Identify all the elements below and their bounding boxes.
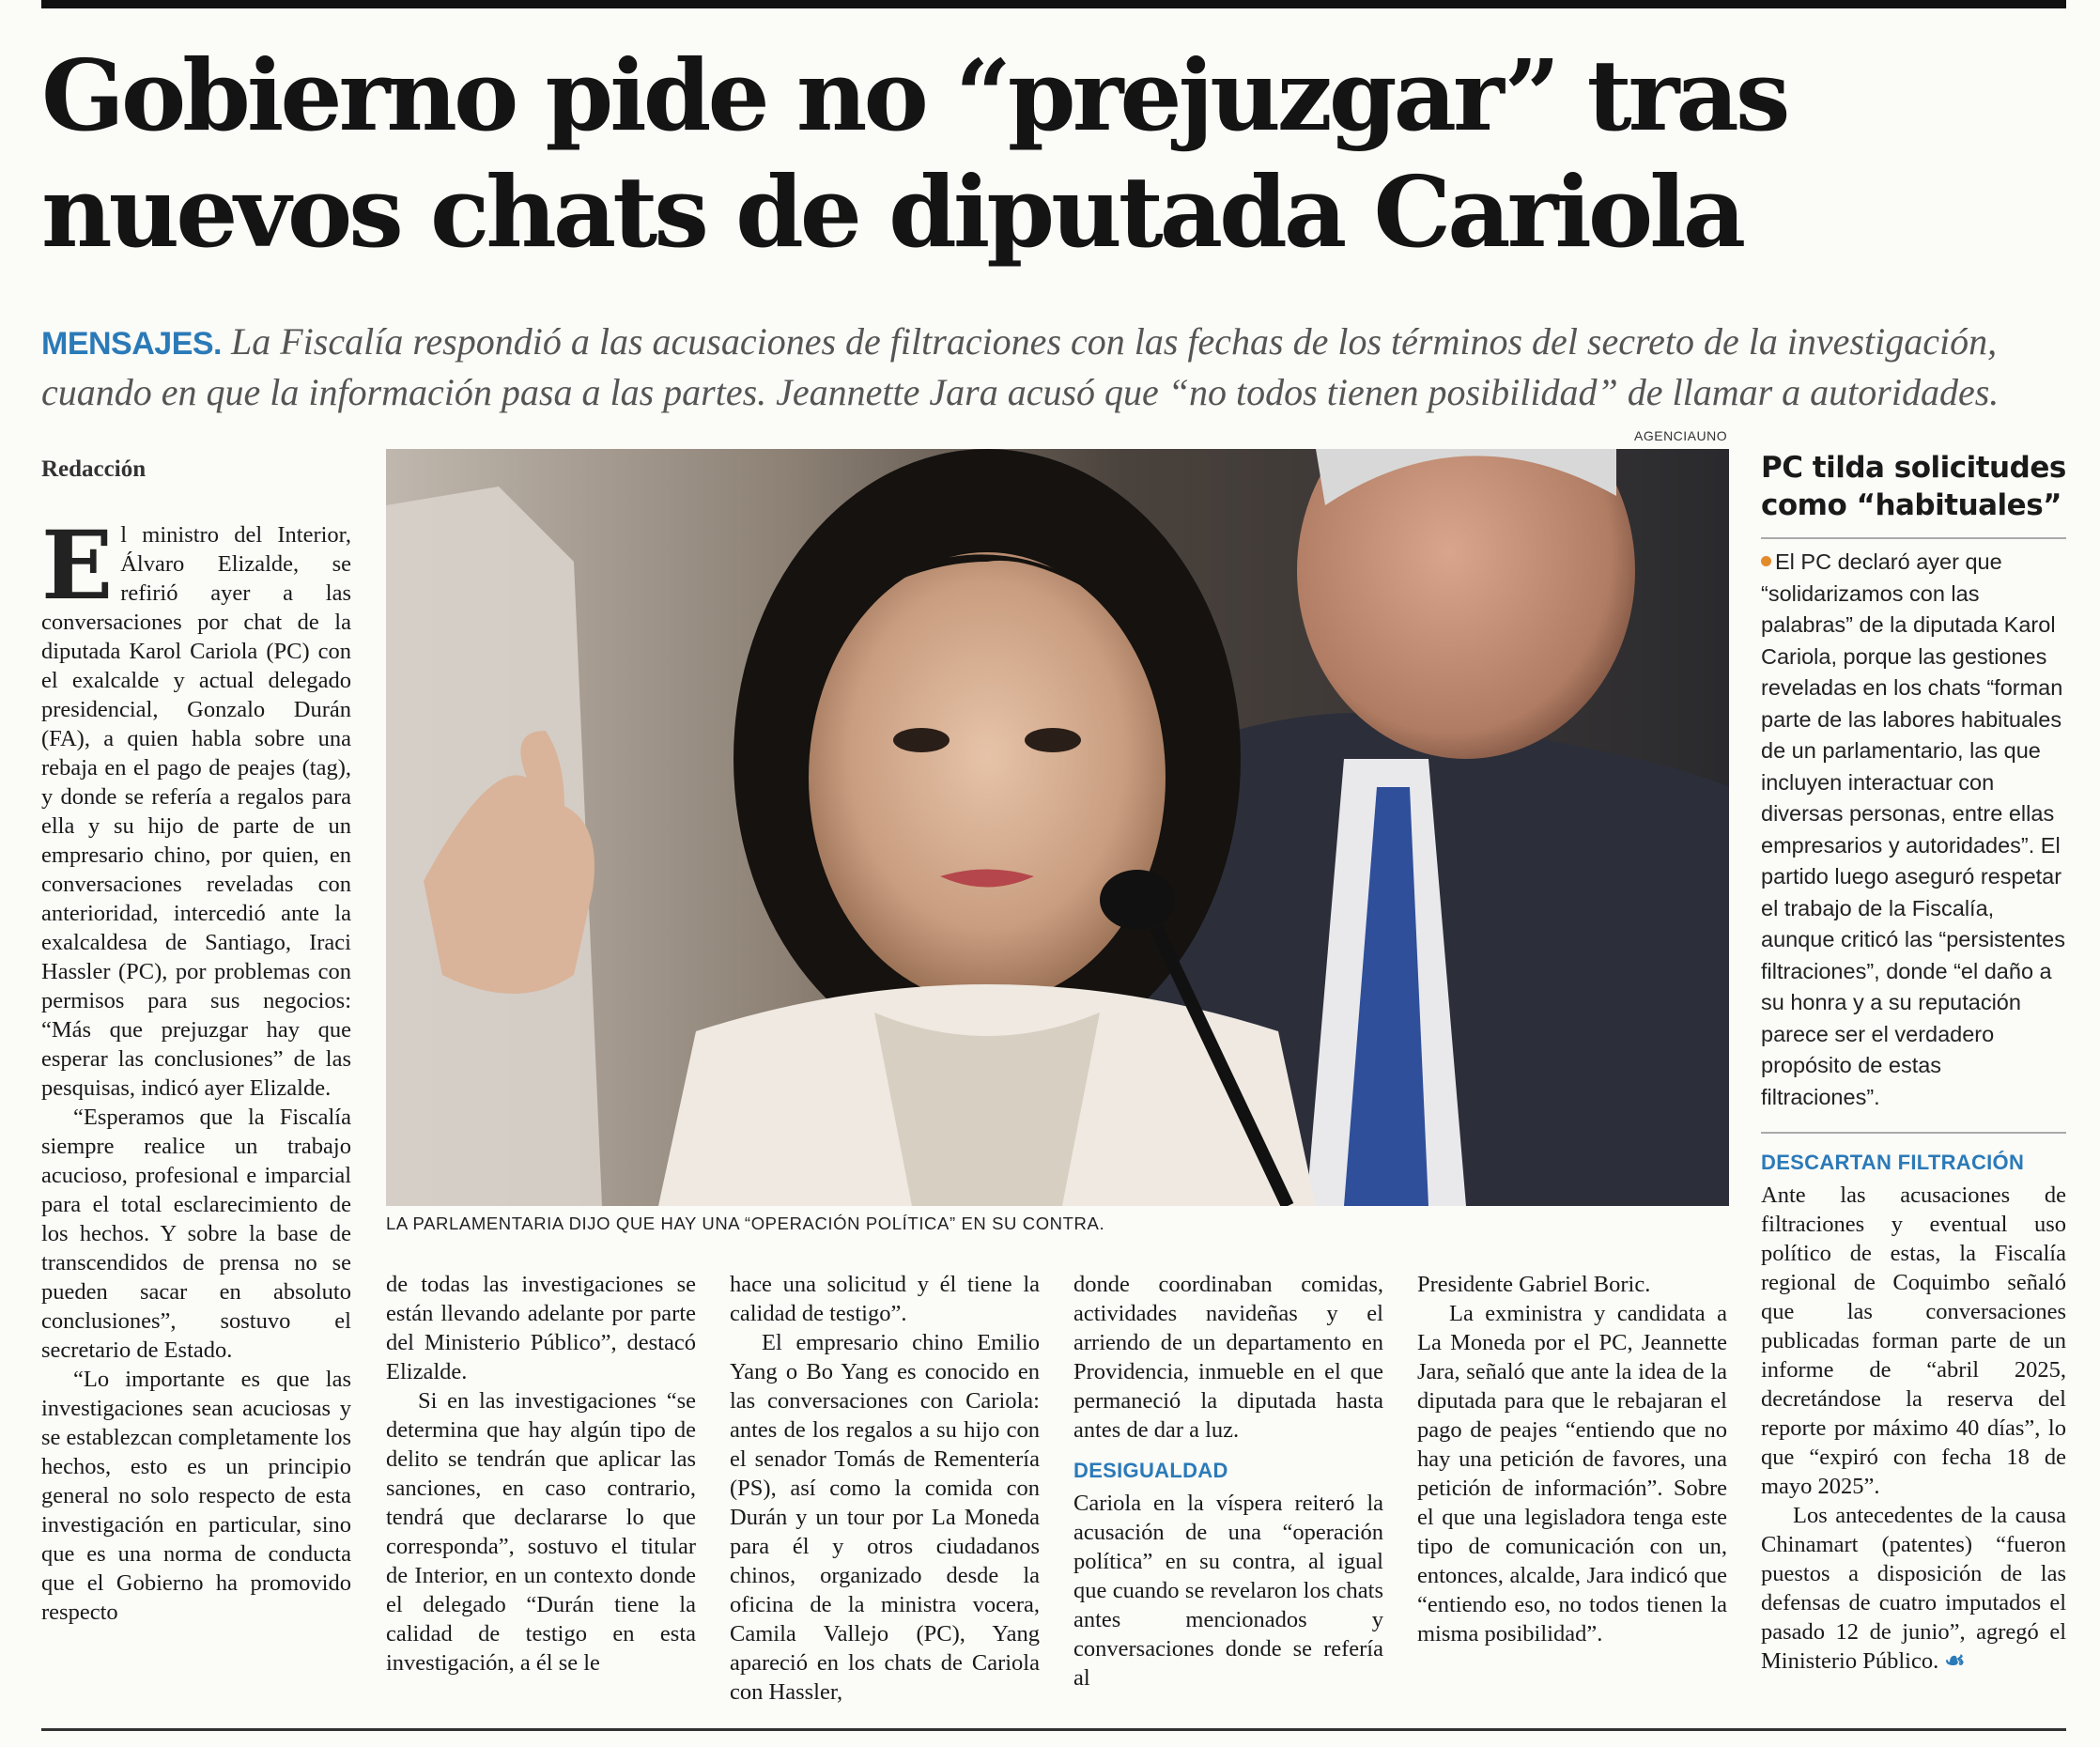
article-paragraph: La exministra y candidata a La Moneda por el PC, Jeannette Jara, señaló que ante la idea de la diputada para que le rebajaran el pago de peajes “entiendo que no hay una petición de favores, una petición de información”. Sobre el que una legisladora tenga este tipo de comunicación con un, entonces, alcalde, Jara indicó que “entiendo eso, no todos tienen la misma posibilidad”. xyxy=(1417,1301,1727,1647)
deck-line-1: La Fiscalía respondió a las acusaciones de filtraciones con las fechas de los términos del secreto de la investigación, xyxy=(231,320,1998,363)
sidebar-box xyxy=(1761,449,2066,1113)
sidebar-body: El PC declaró ayer que “solidarizamos con las palabras” de la diputada Karol Cariola, porque las gestiones reveladas en los chats “forman parte de las labores habituales de un parlamentario, las que incluyen interactuar con diversas personas, entre ellas empresarios y autoridades”. El partido luego aseguró respetar el trabajo de la Fiscalía, aunque criticó las “persistentes filtraciones”, donde “el daño a su honra y a su reputación parece ser el verdadero propósito de estas filtraciones”. xyxy=(1761,549,2065,1109)
photo-illustration xyxy=(386,449,1729,1206)
article-paragraph: “Esperamos que la Fiscalía siempre realice un trabajo acucioso, profesional e imparcial para el total esclarecimiento de los hechos. Y sobre la base de transcendidos de prensa no se pueden sacar en absoluto conclusiones”, sostuvo el secretario de Estado. xyxy=(41,1105,351,1363)
sidebar-title: PC tilda solicitudes como “habituales” xyxy=(1761,451,2066,522)
bottom-rule xyxy=(41,1728,2066,1731)
article-paragraph: El ministro del Interior, Álvaro Elizalde, se refirió ayer a las conversaciones por chat de la diputada Karol Cariola (PC) con el exalcalde y actual delegado presidencial, Gonzalo Durán (FA), a quien habla sobre una rebaja en el pago de peajes (tag), y donde se refería a regalos para ella y su hijo de parte de un empresario chino, por quien, en conversaciones reveladas con anterioridad, intercedió ante la exalcaldesa de Santiago, Iraci Hassler (PC), por problemas con permisos para sus negocios: “Más que prejuzgar hay que esperar las conclusiones” de las pesquisas, indicó ayer Elizalde. xyxy=(41,510,351,1101)
article-paragraph: donde coordinaban comidas, actividades navideñas y el arriendo de un departamento en Providencia, inmueble en el que permaneció la diputada hasta antes de dar a luz. xyxy=(1073,1272,1383,1443)
headline-line-2: nuevos chats de diputada Cariola xyxy=(41,154,1743,270)
article-paragraph: de todas las investigaciones se están llevando adelante por parte del Ministerio Público”, destacó Elizalde. xyxy=(386,1272,696,1384)
article-paragraph: Los antecedentes de la causa Chinamart (patentes) “fueron puestos a disposición de las defensas de cuatro imputados el pasado 12 de junio”, agregó el Ministerio Público. ☙ xyxy=(1761,1503,2066,1674)
article-paragraph: Presidente Gabriel Boric. xyxy=(1417,1272,1651,1297)
deck xyxy=(41,317,2066,417)
article-paragraph: Si en las investigaciones “se determina que hay algún tipo de delito se tendrán que aplicar las sanciones, en caso contrario, tendrá que declararse lo que corresponda”, sostuvo el titular de Interior, en un contexto donde el delegado “Durán tiene la calidad de testigo en esta investigación, a él se le xyxy=(386,1388,696,1676)
sidebar-divider xyxy=(1761,537,2066,539)
article-paragraph: El empresario chino Emilio Yang o Bo Yang es conocido en las conversaciones con Cariola: antes de los regalos a su hijo con el senador Tomás de Rementería (PS), así como la comida con Durán y un tour por La Moneda para él y otros ciudadanos chinos, organizado desde la oficina de la ministra vocera, Camila Vallejo (PC), Yang apareció en los chats de Cariola con Hassler, xyxy=(730,1330,1040,1705)
photo-credit: AGENCIAUNO xyxy=(1634,428,1728,443)
subhead-descartan-filtracion: DESCARTAN FILTRACIÓN xyxy=(1761,1151,2025,1174)
news-photo xyxy=(386,449,1729,1206)
article-column-5 xyxy=(1417,1270,1727,1648)
deck-line-2: cuando en que la información pasa a las partes. Jeannette Jara acusó que “no todos tienen posibilidad” de llamar a autoridades. xyxy=(41,371,2000,413)
article-column-1 xyxy=(41,510,351,1627)
article-paragraph: “Lo importante es que las investigaciones sean acuciosas y se establezcan completamente los hechos, esto es un principio general no solo respecto de esta investigación en particular, sino que es una norma de conducta que el Gobierno ha promovido respecto xyxy=(41,1367,351,1625)
top-rule xyxy=(41,0,2066,8)
article-paragraph: Ante las acusaciones de filtraciones y eventual uso político de estas, la Fiscalía regional de Coquimbo señaló que las conversaciones publicadas forman parte de un informe de “abril 2025, decretándose la reserva del reporte por máximo 40 días”, lo que “expiró con fecha 18 de mayo 2025”. xyxy=(1761,1183,2066,1499)
byline: Redacción xyxy=(41,456,147,482)
photo-caption: LA PARLAMENTARIA DIJO QUE HAY UNA “OPERACIÓN POLÍTICA” EN SU CONTRA. xyxy=(386,1214,1105,1233)
article-paragraph: hace una solicitud y él tiene la calidad de testigo”. xyxy=(730,1272,1040,1326)
article-paragraph: Cariola en la víspera reiteró la acusación de una “operación política” en su contra, al igual que cuando se revelaron los chats antes mencionados y conversaciones donde se refería al xyxy=(1073,1491,1383,1691)
headline xyxy=(41,38,2061,271)
deck-kicker: MENSAJES. xyxy=(41,326,222,362)
drop-cap: E xyxy=(41,510,114,621)
headline-line-1: Gobierno pide no “prejuzgar” tras xyxy=(41,38,1787,153)
sidebar-section-filtracion xyxy=(1761,1132,2066,1676)
subhead-desigualdad: DESIGUALDAD xyxy=(1073,1459,1228,1482)
article-column-3 xyxy=(730,1270,1040,1707)
article-column-2 xyxy=(386,1270,696,1677)
end-mark-icon: ☙ xyxy=(1944,1648,1966,1674)
article-column-4 xyxy=(1073,1270,1383,1693)
bullet-dot-icon xyxy=(1761,556,1771,566)
